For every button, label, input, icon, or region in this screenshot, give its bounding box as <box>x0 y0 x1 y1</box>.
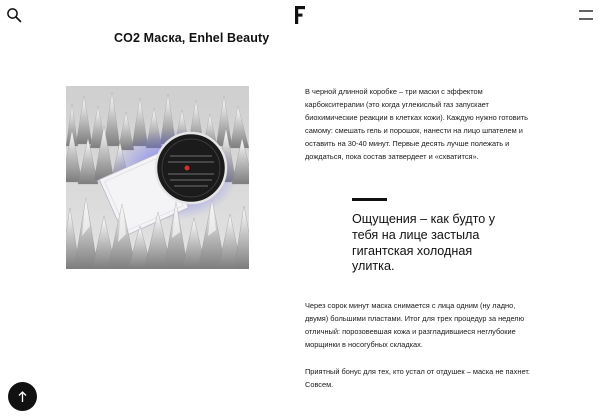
article-paragraph: Приятный бонус для тех, кто устал от отдушек – маска не пахнет. Совсем. <box>305 367 530 389</box>
search-button[interactable] <box>6 7 22 23</box>
search-icon <box>6 7 22 23</box>
logo-icon <box>294 6 306 24</box>
menu-icon <box>578 8 594 22</box>
scroll-to-top-button[interactable] <box>8 382 37 411</box>
menu-button[interactable] <box>578 8 594 22</box>
quote-divider <box>352 198 387 201</box>
arrow-up-icon <box>8 382 37 411</box>
site-logo[interactable] <box>294 6 306 24</box>
article-paragraph: Через сорок минут маска снимается с лица одним (ну ладно, двумя) большими пластами. Итог для трех процедур за неделю отличный: порозовевшая кожа и разгладившиеся неглубокие морщинки в носогубных складках. <box>305 301 525 349</box>
pull-quote: Ощущения – как будто у тебя на лице застыла гигантская холодная улитка. <box>352 212 496 274</box>
article-paragraph: В черной длинной коробке – три маски с эффектом карбокситерапии (это когда углекислый газ запускает биохимические реакции в клетках кожи). Каждую нужно готовить самому: смешать гель и порошок, нанести на лицо шпателем и оставить на 30-40 минут. Первые десять лучше полежать и дождаться, пока состав затвердеет и «схватится». <box>305 87 529 161</box>
article-title: CO2 Маска, Enhel Beauty <box>114 31 270 45</box>
site-header <box>0 0 600 30</box>
product-photo <box>66 86 249 269</box>
